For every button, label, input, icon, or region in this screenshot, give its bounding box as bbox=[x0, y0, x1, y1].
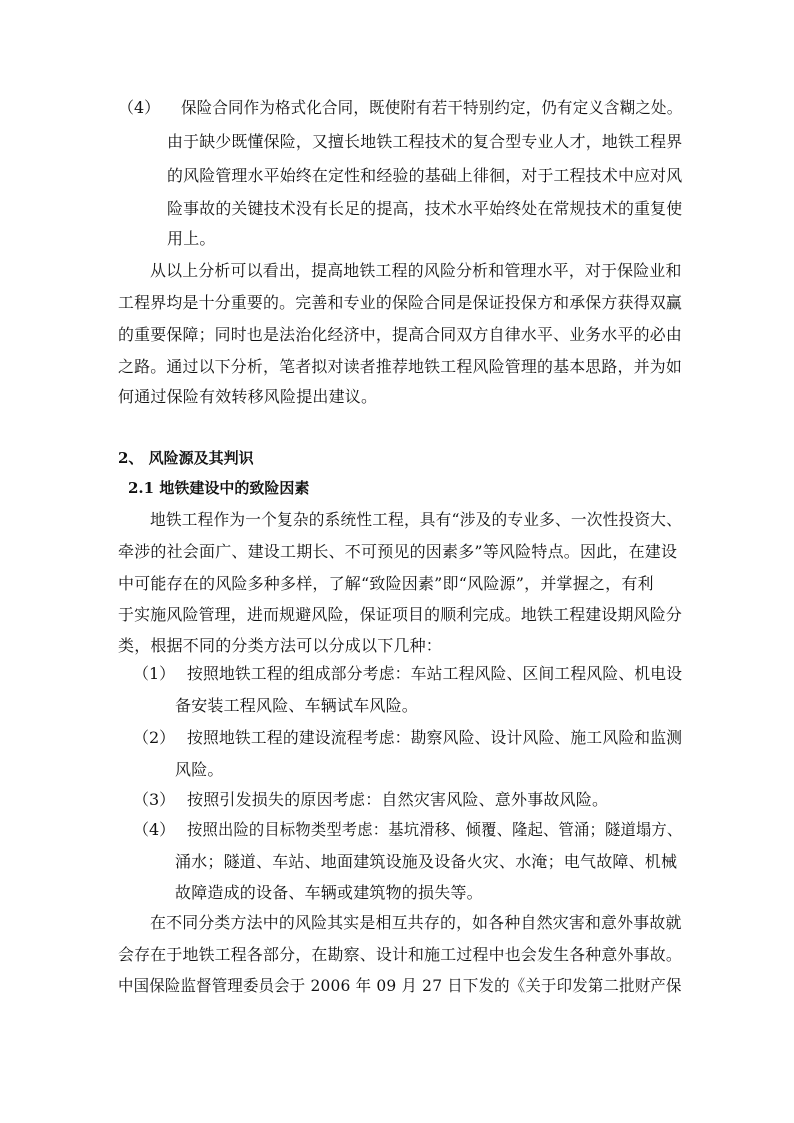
list-marker: （2） bbox=[133, 728, 176, 747]
list-marker: （1） bbox=[133, 664, 176, 683]
paragraph-line: 类，根据不同的分类方法可以分成以下几种： bbox=[118, 636, 443, 655]
list-item-line: 备安装工程风险、车辆试车风险。 bbox=[175, 696, 419, 715]
list-item-line: 保险合同作为格式化合同，既使附有若干特别约定，仍有定义含糊之处。 bbox=[181, 98, 683, 117]
paragraph-line: 在不同分类方法中的风险其实是相互共存的，如各种自然灾害和意外事故就 bbox=[150, 913, 682, 932]
paragraph-line: 牵涉的社会面广、建设工期长、不可预见的因素多”等风险特点。因此，在建设 bbox=[118, 542, 678, 561]
list-item-line: 按照出险的目标物类型考虑：基坑滑移、倾覆、隆起、管涌；隧道塌方、 bbox=[187, 820, 683, 839]
paragraph-line: 于实施风险管理，进而规避风险，保证项目的顺利完成。地铁工程建设期风险分 bbox=[118, 605, 683, 624]
section-heading: 2、 风险源及其判识 bbox=[118, 449, 254, 467]
list-item-line: 按照地铁工程的组成部分考虑：车站工程风险、区间工程风险、机电设 bbox=[187, 664, 683, 683]
list-item-line: 的风险管理水平始终在定性和经验的基础上徘徊，对于工程技术中应对风 bbox=[167, 166, 683, 185]
list-item-line: 用上。 bbox=[167, 229, 216, 248]
paragraph-line: 何通过保险有效转移风险提出建议。 bbox=[118, 387, 378, 406]
paragraph-line: 之路。通过以下分析，笔者拟对读者推荐地铁工程风险管理的基本思路，并为如 bbox=[118, 357, 683, 376]
list-marker: （3） bbox=[133, 790, 176, 809]
list-marker: （4） bbox=[133, 820, 176, 839]
list-item-line: 险事故的关键技术没有长足的提高，技术水平始终处在常规技术的重复使 bbox=[167, 199, 683, 218]
paragraph-line: 工程界均是十分重要的。完善和专业的保险合同是保证投保方和承保方获得双赢 bbox=[118, 293, 683, 312]
list-item-line: 按照地铁工程的建设流程考虑：勘察风险、设计风险、施工风险和监测 bbox=[187, 728, 683, 747]
list-marker: （4） bbox=[118, 98, 161, 117]
paragraph-line: 中可能存在的风险多种多样，了解“致险因素”即“风险源”，并掌握之，有利 bbox=[118, 574, 654, 593]
list-item-line: 由于缺少既懂保险，又擅长地铁工程技术的复合型专业人才，地铁工程界 bbox=[167, 132, 683, 151]
list-item-line: 风险。 bbox=[175, 760, 224, 779]
subsection-heading: 2.1 地铁建设中的致险因素 bbox=[128, 479, 310, 497]
paragraph-line: 的重要保障；同时也是法治化经济中，提高合同双方自律水平、业务水平的必由 bbox=[118, 325, 683, 344]
paragraph-line: 中国保险监督管理委员会于 2006 年 09 月 27 日下发的《关于印发第二批财产保 bbox=[118, 976, 682, 995]
list-item-line: 故障造成的设备、车辆或建筑物的损失等。 bbox=[175, 883, 483, 902]
paragraph-line: 地铁工程作为一个复杂的系统性工程，具有“涉及的专业多、一次性投资大、 bbox=[150, 510, 682, 529]
list-item-line: 按照引发损失的原因考虑：自然灾害风险、意外事故风险。 bbox=[187, 790, 609, 809]
list-item-line: 涌水；隧道、车站、地面建筑设施及设备火灾、水淹；电气故障、机械 bbox=[175, 852, 678, 871]
paragraph-line: 会存在于地铁工程各部分，在勘察、设计和施工过程中也会发生各种意外事故。 bbox=[118, 945, 683, 964]
paragraph-line: 从以上分析可以看出，提高地铁工程的风险分析和管理水平，对于保险业和 bbox=[150, 261, 682, 280]
